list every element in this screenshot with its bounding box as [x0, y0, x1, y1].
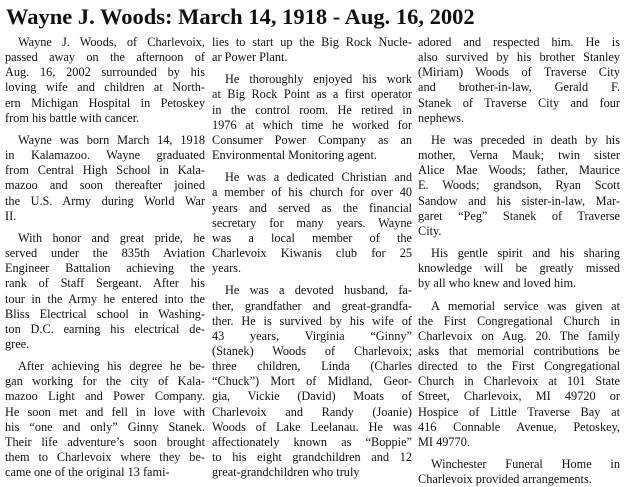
text-line: Charlevoix and Randy (Joanie) — [212, 404, 412, 419]
text-line: Street, Charlevoix, MI 49720 or — [418, 389, 620, 404]
text-line: gree. — [5, 336, 30, 351]
paragraph-gap — [418, 292, 620, 299]
text-line: mazoo Light and Power Company. — [5, 389, 205, 404]
text-line: ton D.C. earning his electrical de- — [5, 321, 205, 336]
text-line: He was a devoted husband, fa- — [225, 283, 412, 298]
text-line: Environmental Monitoring agent. — [212, 148, 377, 163]
text-line: secretary for many years. Wayne — [212, 215, 412, 230]
headline: Wayne J. Woods: March 14, 1918 - Aug. 16, 2002 — [6, 4, 475, 29]
text-line: was a local member of the — [212, 230, 412, 245]
text-line: Alice Mae Woods; father, Maurice — [418, 163, 620, 178]
text-line: ern Michigan Hospital in Petoskey — [5, 95, 205, 110]
text-line: a member of his church for over 40 — [212, 185, 412, 200]
paragraph — [5, 359, 205, 480]
text-line: Wayne was born March 14, 1918 — [18, 132, 205, 147]
text-line: in the control room. He retired in — [212, 102, 412, 117]
text-line: garet “Peg” Stanek of Traverse — [418, 208, 620, 223]
text-line: Church in Charlevoix at 101 State — [418, 374, 620, 389]
paragraph — [418, 133, 620, 239]
text-line: and brother-in-law, Gerald F. — [418, 80, 620, 95]
text-line: mazoo and soon thereafter joined — [5, 178, 205, 193]
text-line: After achieving his degree he be- — [18, 359, 205, 374]
paragraph-gap — [212, 65, 412, 72]
text-line: mother, Verna Mauk; twin sister — [418, 148, 620, 163]
text-line: gia, Vickie (David) Moats of — [212, 389, 412, 404]
paragraph — [5, 231, 205, 352]
text-line: them to Charlevoix where they be- — [5, 450, 205, 465]
paragraph — [418, 35, 620, 126]
text-line: Winchester Funeral Home in — [431, 457, 620, 472]
text-line: He thoroughly enjoyed his work — [225, 72, 412, 87]
text-line: affectionately known as “Boppie” — [212, 434, 412, 449]
text-line: He was a dedicated Christian and — [225, 170, 412, 185]
paragraph — [5, 133, 205, 224]
paragraph-gap — [5, 352, 205, 359]
text-line: Sandow and his sister-in-law, Mar- — [418, 193, 620, 208]
paragraph-gap — [418, 239, 620, 246]
text-line: ther, grandfather and great-grandfa- — [212, 298, 412, 313]
text-line: years and served as the financial — [212, 200, 412, 215]
text-line: II. — [5, 208, 17, 223]
text-line: Bliss Electrical school in Washing- — [5, 306, 205, 321]
text-line: Aug. 16, 2002 surrounded by his — [5, 65, 205, 80]
text-line: ther. He is survived by his wife of — [212, 313, 412, 328]
text-line: Woods of Lake Leelanau. He was — [212, 419, 412, 434]
text-line: 1976 at which time he worked for — [212, 117, 412, 132]
text-line: tour in the Army he entered into the — [5, 291, 205, 306]
paragraph-gap — [212, 276, 412, 283]
paragraph — [212, 170, 412, 276]
text-line: His gentle spirit and his sharing — [431, 246, 620, 261]
text-line: lies to start up the Big Rock Nucle- — [212, 35, 412, 49]
text-line: asks that memorial contributions be — [418, 343, 620, 358]
text-line: 416 Connable Avenue, Petoskey, — [418, 419, 620, 434]
text-line: With honor and great pride, he — [18, 230, 205, 245]
text-line: also survived by his brother Stanley — [418, 50, 620, 65]
text-line: loving wife and children at North- — [5, 80, 205, 95]
text-line: served under the 835th Aviation — [5, 246, 205, 261]
text-line: nephews. — [418, 110, 465, 125]
text-line: great-grandchildren who truly — [212, 465, 360, 480]
column-3 — [418, 35, 620, 487]
text-line: E. Woods; grandson, Ryan Scott — [418, 178, 620, 193]
text-line: knowledge will be greatly missed — [418, 261, 620, 276]
text-line: Wayne J. Woods, of Charlevoix, — [18, 35, 205, 49]
paragraph — [212, 72, 412, 163]
text-line: adored and respected him. He is — [418, 35, 620, 49]
text-line: passed away on the afternoon of — [5, 50, 205, 65]
text-line: A memorial service was given at — [431, 298, 620, 313]
text-line: to his eight grandchildren and 12 — [212, 450, 412, 465]
text-line: at Big Rock Point as a first operator — [212, 87, 412, 102]
text-line: by all who knew and loved him. — [418, 276, 577, 291]
text-line: three children, Linda (Charles — [212, 359, 412, 374]
text-line: rank of Staff Sergeant. After his — [5, 276, 205, 291]
paragraph-gap — [418, 126, 620, 133]
text-line: He was preceded in death by his — [431, 132, 620, 147]
text-line: MI 49770. — [418, 434, 470, 449]
text-line: Charlevoix Kiwanis club for 25 — [212, 246, 412, 261]
column-1 — [5, 35, 205, 480]
column-2 — [212, 35, 412, 480]
paragraph — [212, 283, 412, 480]
paragraph — [212, 35, 412, 65]
text-line: from his battle with cancer. — [5, 110, 140, 125]
text-line: ar Power Plant. — [212, 50, 288, 65]
text-line: Charlevoix on Aug. 20. The family — [418, 328, 620, 343]
paragraph — [5, 35, 205, 126]
paragraph — [418, 299, 620, 451]
text-line: his “one and only” Ginny Stanek. — [5, 419, 205, 434]
paragraph-gap — [212, 163, 412, 170]
text-line: 43 years, Virginia “Ginny” — [212, 328, 412, 343]
paragraph — [418, 246, 620, 291]
text-line: came one of the original 13 fami- — [5, 465, 170, 480]
paragraph-gap — [418, 450, 620, 457]
text-line: in Kalamazoo. Wayne graduated — [5, 148, 205, 163]
text-line: Stanek of Traverse City and four — [418, 95, 620, 110]
text-line: (Stanek) Woods of Charlevoix; — [212, 343, 412, 358]
text-line: “Chuck”) Mort of Midland, Geor- — [212, 374, 412, 389]
text-line: Charlevoix provided arrangements. — [418, 472, 592, 487]
text-line: (Miriam) Woods of Traverse City — [418, 65, 620, 80]
text-line: Hospice of Little Traverse Bay at — [418, 404, 620, 419]
text-line: years. — [212, 261, 242, 276]
paragraph — [418, 457, 620, 487]
text-line: Consumer Power Company as an — [212, 132, 412, 147]
text-line: Engineer Battalion achieving the — [5, 261, 205, 276]
text-line: Their life adventure’s soon brought — [5, 434, 205, 449]
text-line: the First Congregational Church in — [418, 313, 620, 328]
paragraph-gap — [5, 126, 205, 133]
text-line: directed to the First Congregational — [418, 359, 620, 374]
text-line: from Central High School in Kala- — [5, 163, 205, 178]
paragraph-gap — [5, 224, 205, 231]
text-line: He soon met and fell in love with — [5, 404, 205, 419]
text-line: the U.S. Army during World War — [5, 193, 205, 208]
text-line: City. — [418, 223, 442, 238]
text-line: gan working for the city of Kala- — [5, 374, 205, 389]
